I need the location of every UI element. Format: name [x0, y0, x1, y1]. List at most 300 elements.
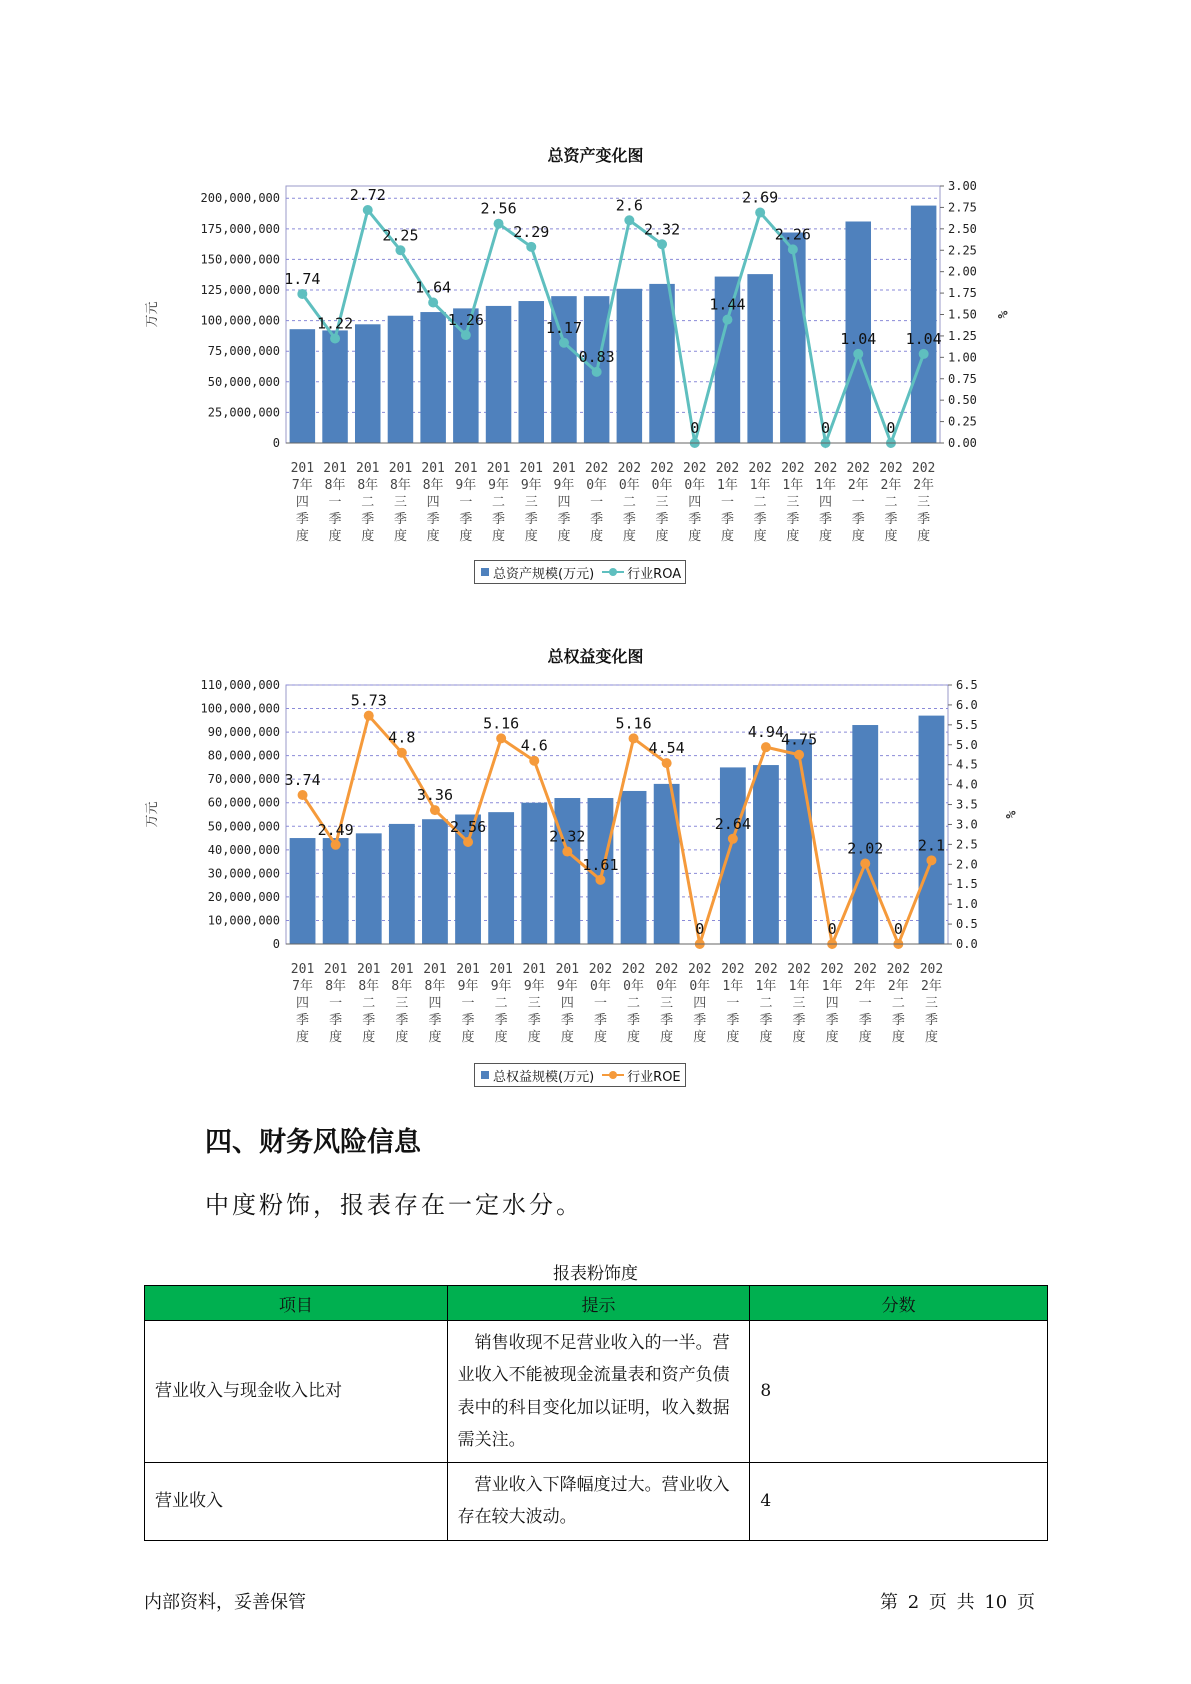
x-tick-label: 度 — [819, 529, 833, 544]
data-label: 1.22 — [316, 314, 354, 333]
x-tick-label: 9年 — [455, 478, 477, 493]
x-tick-label: 度 — [792, 1030, 806, 1045]
x-tick-label: 2年 — [887, 979, 909, 994]
x-tick-label: 7年 — [291, 478, 313, 493]
y-right-tick-label: 6.5 — [956, 678, 978, 692]
x-tick-label: 201 — [290, 962, 315, 977]
data-label: 2.29 — [513, 222, 550, 241]
x-tick-label: 9年 — [556, 979, 578, 994]
x-tick-label: 1年 — [749, 478, 771, 493]
y-right-tick-label: 2.0 — [956, 857, 978, 872]
table-row — [145, 1321, 1048, 1463]
x-tick-label: 季 — [362, 1013, 376, 1028]
x-tick-label: 202 — [584, 461, 609, 476]
y-right-tick-label: 0.00 — [948, 436, 977, 450]
x-tick-label: 202 — [911, 461, 936, 476]
x-tick-label: 0年 — [586, 478, 608, 493]
y-right-tick-label: 3.0 — [956, 817, 978, 832]
y-right-tick-label: 2.5 — [956, 837, 978, 852]
y-left-tick-label: 30,000,000 — [207, 866, 280, 881]
legend-bar-label: 总资产规模(万元) — [493, 566, 595, 582]
x-tick-label: 9年 — [523, 979, 545, 994]
x-tick-label: 二 — [361, 495, 375, 510]
y-right-axis-label: % — [994, 310, 1009, 319]
data-label: 2.56 — [449, 817, 487, 836]
x-tick-label: 1年 — [782, 478, 804, 493]
x-tick-label: 度 — [361, 529, 375, 544]
bar — [753, 765, 779, 944]
data-label: 5.16 — [483, 714, 520, 733]
x-tick-label: 8年 — [324, 478, 346, 493]
x-tick-label: 1年 — [717, 478, 738, 493]
x-tick-label: 8年 — [424, 979, 446, 994]
x-tick-label: 季 — [393, 512, 407, 527]
x-tick-label: 2年 — [921, 979, 942, 994]
x-tick-label: 2年 — [854, 979, 876, 994]
x-tick-label: 四 — [296, 996, 310, 1011]
y-left-tick-label: 20,000,000 — [207, 889, 280, 904]
line-point — [463, 837, 473, 847]
data-label: 4.54 — [648, 739, 685, 758]
x-tick-label: 三 — [917, 495, 931, 510]
data-label: 2.72 — [349, 185, 386, 204]
y-left-tick-label: 175,000,000 — [200, 221, 280, 236]
x-tick-label: 9年 — [553, 478, 575, 493]
table-caption: 报表粉饰度 — [553, 1264, 638, 1284]
x-tick-label: 8年 — [358, 979, 380, 994]
y-left-tick-label: 100,000,000 — [200, 701, 280, 716]
legend-bar-label: 总权益规模(万元) — [493, 1069, 595, 1085]
x-tick-label: 202 — [787, 962, 811, 977]
y-right-tick-label: 2.75 — [948, 200, 977, 215]
x-tick-label: 度 — [688, 529, 702, 544]
line-point — [926, 855, 936, 865]
table-header-item: 项目 — [145, 1286, 448, 1321]
x-tick-label: 201 — [323, 461, 347, 476]
x-tick-label: 季 — [560, 1013, 574, 1028]
y-left-tick-label: 25,000,000 — [207, 405, 280, 420]
x-tick-label: 季 — [428, 1013, 442, 1028]
x-tick-label: 202 — [853, 962, 877, 977]
y-right-tick-label: 1.0 — [956, 897, 978, 912]
legend-line-label: 行业ROE — [627, 1069, 681, 1085]
bar — [290, 838, 316, 944]
data-label: 2.02 — [847, 839, 884, 858]
bar — [621, 791, 647, 944]
y-left-tick-label: 200,000,000 — [200, 191, 280, 206]
line-point — [331, 840, 341, 850]
x-tick-label: 202 — [654, 962, 679, 977]
risk-table — [144, 1285, 1048, 1541]
x-tick-label: 度 — [693, 1030, 707, 1045]
y-left-tick-label: 90,000,000 — [207, 725, 280, 740]
y-left-tick-label: 70,000,000 — [207, 772, 280, 787]
table-header-row — [145, 1286, 1048, 1321]
x-tick-label: 202 — [748, 461, 772, 476]
x-tick-label: 度 — [627, 1030, 641, 1045]
x-tick-label: 季 — [527, 1013, 541, 1028]
x-tick-label: 二 — [759, 996, 773, 1011]
x-tick-label: 2年 — [913, 478, 935, 493]
y-right-tick-label: 1.5 — [956, 877, 978, 892]
y-left-axis-label: 万元 — [145, 301, 160, 328]
x-tick-label: 一 — [328, 495, 342, 510]
data-label: 0 — [886, 419, 896, 437]
x-tick-label: 202 — [683, 461, 707, 476]
x-tick-label: 2年 — [880, 478, 902, 493]
x-tick-label: 202 — [715, 461, 740, 476]
y-left-tick-label: 80,000,000 — [207, 748, 280, 763]
x-tick-label: 季 — [492, 512, 506, 527]
x-tick-label: 度 — [459, 529, 473, 544]
y-left-tick-label: 10,000,000 — [207, 913, 280, 928]
x-tick-label: 202 — [688, 962, 712, 977]
y-right-tick-label: 2.50 — [948, 221, 977, 236]
x-tick-label: 201 — [552, 461, 576, 476]
x-tick-label: 季 — [792, 1013, 806, 1028]
x-tick-label: 0年 — [656, 979, 678, 994]
x-tick-label: 四 — [557, 495, 571, 510]
x-tick-label: 202 — [886, 962, 911, 977]
x-tick-label: 二 — [884, 495, 898, 510]
x-tick-label: 202 — [650, 461, 674, 476]
x-tick-label: 202 — [754, 962, 778, 977]
x-tick-label: 度 — [884, 529, 898, 544]
x-tick-label: 201 — [390, 962, 414, 977]
x-tick-label: 一 — [593, 996, 607, 1011]
x-tick-label: 季 — [494, 1013, 508, 1028]
y-left-tick-label: 50,000,000 — [207, 374, 280, 389]
y-left-tick-label: 150,000,000 — [200, 252, 280, 267]
x-tick-label: 8年 — [357, 478, 379, 493]
data-label: 4.6 — [520, 736, 548, 755]
data-label: 2.6 — [615, 196, 643, 215]
x-tick-label: 1年 — [815, 478, 836, 493]
y-right-tick-label: 0.5 — [956, 917, 978, 932]
x-tick-label: 二 — [891, 996, 905, 1011]
x-tick-label: 度 — [720, 529, 734, 544]
x-tick-label: 季 — [426, 512, 440, 527]
y-right-tick-label: 5.0 — [956, 737, 978, 752]
x-tick-label: 8年 — [325, 979, 347, 994]
data-label: 2.69 — [742, 188, 779, 207]
x-tick-label: 度 — [362, 1030, 376, 1045]
x-tick-label: 度 — [557, 529, 571, 544]
y-left-tick-label: 0 — [272, 436, 280, 450]
legend-bar-swatch — [481, 1071, 489, 1079]
x-tick-label: 1年 — [722, 979, 744, 994]
y-right-tick-label: 0.75 — [948, 371, 977, 386]
data-label: 1.61 — [582, 855, 619, 874]
y-right-tick-label: 5.5 — [956, 717, 978, 732]
x-tick-label: 201 — [290, 461, 315, 476]
x-tick-label: 度 — [590, 529, 604, 544]
y-left-tick-label: 60,000,000 — [207, 795, 280, 810]
line-point — [364, 711, 374, 721]
x-tick-label: 季 — [361, 512, 375, 527]
x-tick-label: 四 — [825, 996, 839, 1011]
chart-title-total-assets: 总资产变化图 — [547, 146, 644, 165]
x-tick-label: 201 — [356, 461, 380, 476]
x-tick-label: 度 — [851, 529, 865, 544]
y-left-axis-label: 万元 — [145, 801, 160, 828]
line-point — [496, 733, 506, 743]
x-tick-label: 202 — [617, 461, 642, 476]
x-tick-label: 9年 — [457, 979, 479, 994]
x-tick-label: 一 — [726, 996, 740, 1011]
bar — [786, 739, 812, 944]
table-header-hint: 提示 — [447, 1286, 750, 1321]
x-tick-label: 季 — [459, 512, 473, 527]
x-tick-label: 季 — [720, 512, 734, 527]
x-tick-label: 9年 — [488, 478, 509, 493]
x-tick-label: 三 — [527, 996, 541, 1011]
x-tick-label: 度 — [395, 1030, 409, 1045]
data-label: 0.83 — [578, 347, 615, 366]
y-right-axis-label: % — [1002, 810, 1017, 819]
x-tick-label: 201 — [357, 962, 381, 977]
x-tick-label: 度 — [593, 1030, 607, 1045]
y-right-tick-label: 4.5 — [956, 757, 978, 772]
x-tick-label: 四 — [819, 495, 833, 510]
x-tick-label: 7年 — [292, 979, 313, 994]
bar — [422, 819, 448, 944]
y-right-tick-label: 0.0 — [956, 937, 978, 951]
footer-page-number: 第 2 页 共 10 页 — [880, 1592, 1035, 1613]
x-tick-label: 201 — [388, 461, 413, 476]
data-label: 4.75 — [780, 730, 818, 749]
x-tick-label: 202 — [919, 962, 944, 977]
x-tick-label: 度 — [660, 1030, 674, 1045]
x-tick-label: 季 — [660, 1013, 674, 1028]
bar — [720, 767, 746, 944]
x-tick-label: 度 — [891, 1030, 905, 1045]
x-tick-label: 8年 — [391, 979, 413, 994]
x-tick-label: 度 — [786, 529, 800, 544]
x-tick-label: 度 — [524, 529, 538, 544]
x-tick-label: 一 — [590, 495, 604, 510]
x-tick-label: 三 — [792, 996, 806, 1011]
footer-confidential-note: 内部资料，妥善保管 — [144, 1592, 306, 1613]
x-tick-label: 一 — [329, 996, 343, 1011]
table-cell-score: 4 — [750, 1463, 1048, 1541]
y-left-tick-label: 0 — [272, 937, 280, 951]
bar — [852, 725, 878, 944]
x-tick-label: 201 — [456, 962, 480, 977]
x-tick-label: 202 — [820, 962, 844, 977]
x-tick-label: 季 — [753, 512, 767, 527]
line-point — [629, 733, 639, 743]
y-left-tick-label: 125,000,000 — [200, 283, 280, 298]
section-heading: 四、财务风险信息 — [205, 1127, 421, 1158]
data-label: 1.17 — [545, 318, 583, 337]
x-tick-label: 201 — [323, 962, 348, 977]
data-label: 4.8 — [388, 728, 416, 747]
x-tick-label: 季 — [395, 1013, 409, 1028]
table-cell-item: 营业收入 — [145, 1463, 448, 1541]
y-right-tick-label: 1.25 — [948, 328, 977, 343]
y-right-tick-label: 3.00 — [948, 179, 977, 193]
x-tick-label: 度 — [753, 529, 767, 544]
data-label: 0 — [893, 920, 903, 938]
line-point — [529, 756, 539, 766]
x-tick-label: 0年 — [590, 979, 611, 994]
x-tick-label: 季 — [295, 512, 309, 527]
y-left-tick-label: 50,000,000 — [207, 819, 280, 834]
x-tick-label: 三 — [395, 996, 409, 1011]
x-tick-label: 度 — [428, 1030, 442, 1045]
line-point — [860, 859, 870, 869]
x-tick-label: 度 — [622, 529, 636, 544]
data-label: 2.32 — [643, 220, 681, 239]
x-tick-label: 0年 — [623, 979, 644, 994]
x-tick-label: 9年 — [490, 979, 512, 994]
x-tick-label: 度 — [492, 529, 506, 544]
bar — [356, 833, 382, 944]
x-tick-label: 四 — [560, 996, 574, 1011]
y-right-tick-label: 0.50 — [948, 393, 977, 408]
x-tick-label: 三 — [524, 495, 538, 510]
x-tick-label: 四 — [426, 495, 440, 510]
table-cell-item: 营业收入与现金收入比对 — [145, 1321, 448, 1463]
x-tick-label: 1年 — [755, 979, 777, 994]
data-label: 2.64 — [714, 814, 751, 833]
data-label: 2.49 — [317, 820, 354, 839]
y-right-tick-label: 2.25 — [948, 243, 977, 258]
data-label: 1.64 — [415, 278, 452, 297]
x-tick-label: 四 — [688, 495, 702, 510]
bar — [521, 803, 547, 944]
x-tick-label: 0年 — [618, 478, 640, 493]
y-right-tick-label: 6.0 — [956, 697, 978, 712]
data-label: 3.36 — [416, 786, 454, 805]
x-tick-label: 季 — [329, 1013, 343, 1028]
data-label: 3.74 — [284, 770, 321, 789]
legend-line-label: 行业ROA — [627, 566, 682, 582]
line-point — [728, 834, 738, 844]
x-tick-label: 度 — [426, 529, 440, 544]
chart-title-total-equity: 总权益变化图 — [547, 647, 644, 666]
bar — [554, 798, 580, 944]
x-tick-label: 一 — [461, 996, 475, 1011]
legend-line-swatch — [602, 1070, 624, 1080]
data-label: 1.04 — [905, 329, 942, 348]
y-left-tick-label: 110,000,000 — [200, 678, 280, 692]
line-point — [397, 748, 407, 758]
data-label: 2.25 — [382, 226, 419, 245]
data-label: 1.04 — [840, 329, 877, 348]
x-tick-label: 三 — [393, 495, 407, 510]
x-tick-label: 度 — [295, 529, 309, 544]
y-right-tick-label: 1.75 — [948, 286, 977, 301]
table-cell-hint: 销售收现不足营业收入的一半。营业收入不能被现金流量表和资产负债表中的科目变化加以证明，收入数据需关注。 — [447, 1321, 750, 1463]
line-point — [662, 758, 672, 768]
x-tick-label: 度 — [461, 1030, 475, 1045]
x-tick-label: 季 — [924, 1013, 938, 1028]
y-left-tick-label: 75,000,000 — [207, 344, 280, 359]
x-tick-label: 0年 — [651, 478, 673, 493]
x-tick-label: 1年 — [821, 979, 843, 994]
y-left-tick-label: 40,000,000 — [207, 842, 280, 857]
x-tick-label: 季 — [688, 512, 702, 527]
bar — [389, 824, 415, 944]
x-tick-label: 一 — [720, 495, 734, 510]
y-right-tick-label: 0.25 — [948, 414, 977, 429]
data-label: 1.44 — [709, 295, 746, 314]
x-tick-label: 三 — [655, 495, 669, 510]
x-tick-label: 二 — [627, 996, 641, 1011]
data-label: 5.16 — [615, 714, 652, 733]
line-point — [761, 742, 771, 752]
x-tick-label: 季 — [461, 1013, 475, 1028]
x-tick-label: 二 — [622, 495, 636, 510]
x-tick-label: 度 — [494, 1030, 508, 1045]
x-tick-label: 季 — [891, 1013, 905, 1028]
x-tick-label: 一 — [459, 495, 473, 510]
x-tick-label: 季 — [524, 512, 538, 527]
data-label: 2.1 — [917, 836, 945, 855]
data-label: 0 — [821, 419, 831, 437]
data-label: 2.56 — [480, 199, 517, 218]
x-tick-label: 度 — [759, 1030, 773, 1045]
bar — [323, 838, 349, 944]
data-label: 2.26 — [774, 225, 811, 244]
total-equity-legend — [474, 1063, 686, 1087]
data-label: 5.73 — [350, 691, 387, 710]
x-tick-label: 201 — [555, 962, 580, 977]
x-tick-label: 季 — [786, 512, 800, 527]
x-tick-label: 度 — [825, 1030, 839, 1045]
x-tick-label: 度 — [393, 529, 407, 544]
x-tick-label: 202 — [846, 461, 870, 476]
line-point — [562, 847, 572, 857]
x-tick-label: 三 — [924, 996, 938, 1011]
x-tick-label: 202 — [813, 461, 838, 476]
x-tick-label: 二 — [753, 495, 767, 510]
x-tick-label: 201 — [486, 461, 511, 476]
x-tick-label: 0年 — [689, 979, 711, 994]
x-tick-label: 一 — [858, 996, 872, 1011]
x-tick-label: 8年 — [422, 478, 444, 493]
line-point — [794, 750, 804, 760]
data-label: 0 — [690, 419, 700, 437]
x-tick-label: 季 — [627, 1013, 641, 1028]
x-tick-label: 202 — [721, 962, 745, 977]
x-tick-label: 季 — [693, 1013, 707, 1028]
bar — [919, 716, 945, 944]
data-label: 1.74 — [284, 269, 321, 288]
x-tick-label: 四 — [693, 996, 707, 1011]
x-tick-label: 三 — [660, 996, 674, 1011]
x-tick-label: 季 — [851, 512, 865, 527]
bar — [488, 812, 514, 944]
x-tick-label: 季 — [296, 1013, 310, 1028]
section-paragraph: 中度粉饰，报表存在一定水分。 — [205, 1191, 583, 1219]
x-tick-label: 季 — [593, 1013, 607, 1028]
x-tick-label: 度 — [655, 529, 669, 544]
x-tick-label: 二 — [494, 996, 508, 1011]
x-tick-label: 季 — [917, 512, 931, 527]
x-tick-label: 202 — [879, 461, 903, 476]
x-tick-label: 季 — [328, 512, 342, 527]
y-right-tick-label: 1.00 — [948, 350, 977, 365]
x-tick-label: 201 — [421, 461, 445, 476]
x-tick-label: 201 — [454, 461, 478, 476]
x-tick-label: 201 — [423, 962, 447, 977]
table-header-score: 分数 — [750, 1286, 1048, 1321]
x-tick-label: 季 — [557, 512, 571, 527]
data-label: 0 — [827, 920, 837, 938]
